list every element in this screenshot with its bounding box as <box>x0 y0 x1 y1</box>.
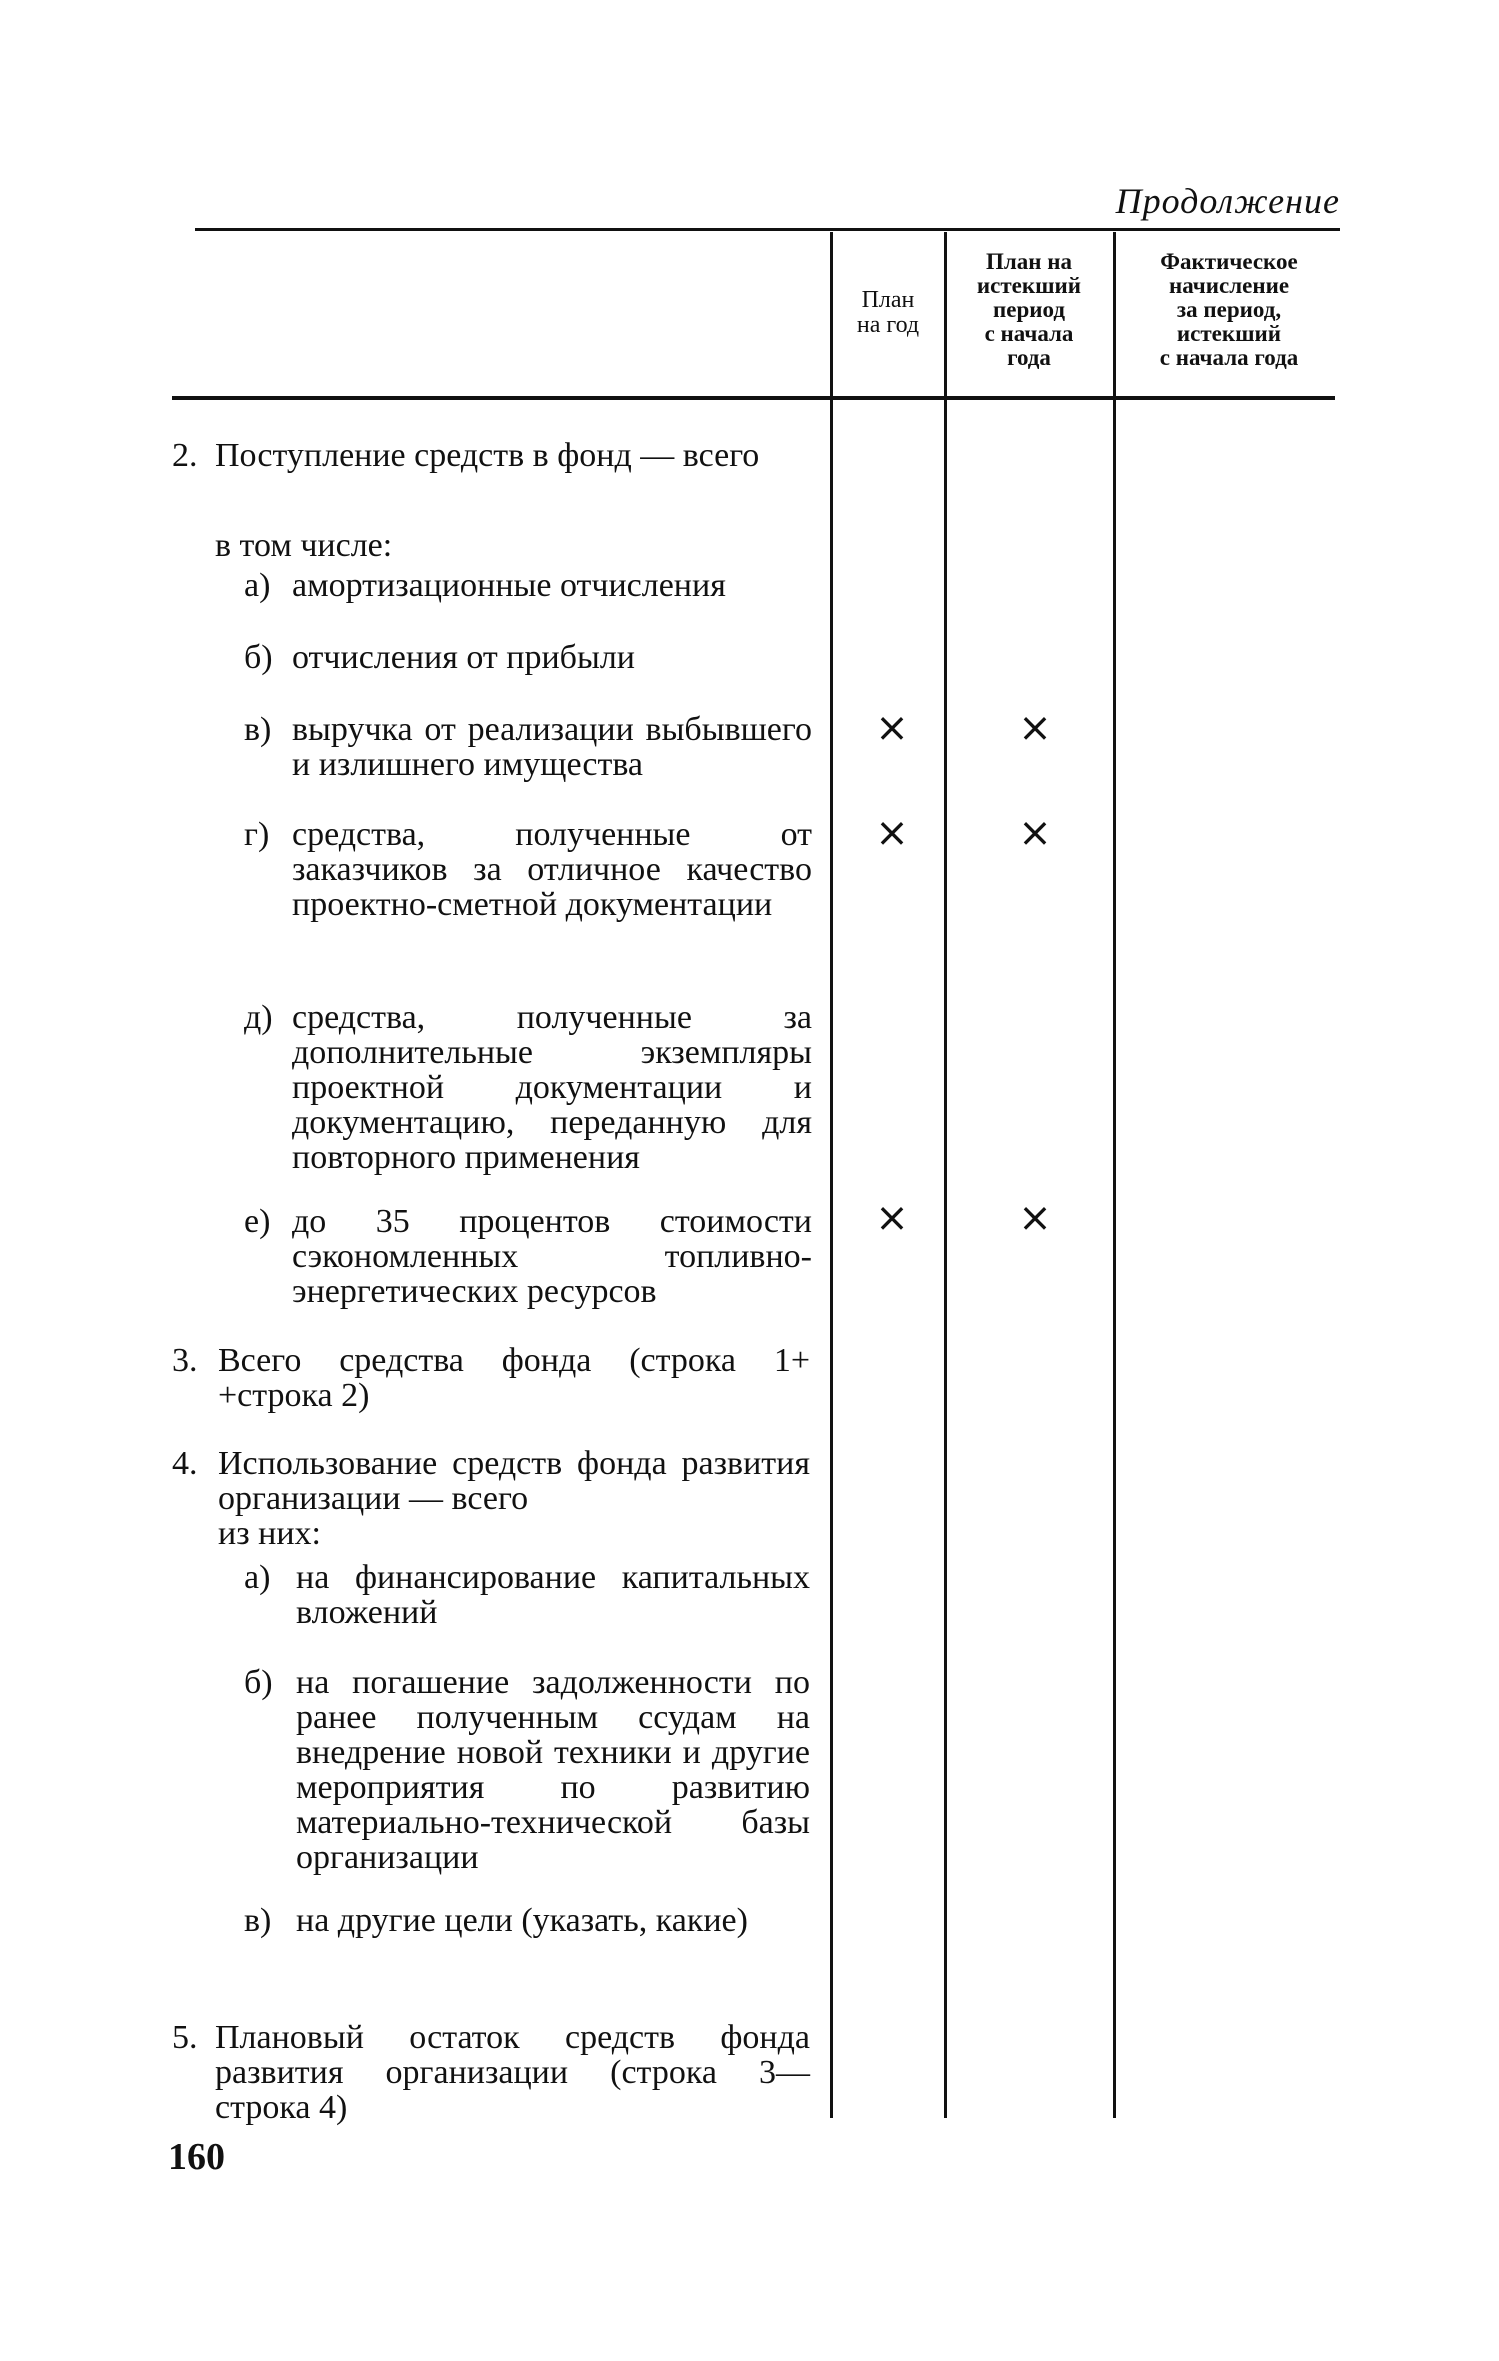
row-5-text: Плановый остаток средств фонда развития организации (строка 3— строка 4) <box>215 2019 810 2126</box>
row-4-text: Использование средств фонда развития организации — всего <box>218 1445 810 1517</box>
row-2f-mark-plan-year: × <box>875 1195 909 1241</box>
column-divider-2 <box>944 232 947 2118</box>
row-3-text: Всего средства фонда (строка 1+ +строка 2) <box>218 1342 810 1414</box>
row-2-text: Поступление средств в фонд — всего <box>215 437 760 474</box>
row-2a-number: а) <box>244 567 271 604</box>
column-header-plan-year: План на год <box>856 287 920 338</box>
row-2d-mark-plan-year: × <box>875 810 909 856</box>
row-2c-text: выручка от реализации выбывшего и излишнего имущества <box>292 711 812 783</box>
row-4b-text: на погашение задолженности по ранее полученным ссудам на внедрение новой техники и другие мероприятия по развитию материально-технической базы организации <box>296 1664 810 1876</box>
row-4a-number: а) <box>244 1559 271 1596</box>
column-header-actual: Фактическое начисление за период, истекший с начала года <box>1159 249 1299 370</box>
row-4b-number: б) <box>244 1664 273 1701</box>
row-4-intro: из них: <box>218 1515 321 1552</box>
row-2e-number: д) <box>244 999 273 1036</box>
column-divider-1 <box>830 232 833 2118</box>
row-2d-number: г) <box>244 816 270 853</box>
row-2b-number: б) <box>244 639 273 676</box>
row-4c-text: на другие цели (указать, какие) <box>296 1902 748 1939</box>
row-2b-text: отчисления от прибыли <box>292 639 635 676</box>
row-3-number: 3. <box>172 1342 198 1379</box>
row-2d-mark-plan-period: × <box>1018 810 1052 856</box>
row-2c-number: в) <box>244 711 272 748</box>
row-5-number: 5. <box>172 2019 198 2056</box>
column-divider-3 <box>1113 232 1116 2118</box>
header-bottom-rule <box>172 396 1335 400</box>
row-2c-mark-plan-year: × <box>875 705 909 751</box>
table-top-rule <box>195 228 1340 231</box>
row-4c-number: в) <box>244 1902 272 1939</box>
continuation-label: Продолжение <box>1115 181 1340 221</box>
row-2-number: 2. <box>172 437 198 474</box>
row-2f-text: до 35 процентов стоимости сэкономленных топливно-энергетических ресурсов <box>292 1203 812 1310</box>
row-2d-text: средства, полученные от заказчиков за отличное качество проектно-сметной документации <box>292 816 812 923</box>
page-number: 160 <box>168 2136 225 2178</box>
row-2c-mark-plan-period: × <box>1018 705 1052 751</box>
column-header-plan-period: План на истекший период с начала года <box>976 249 1082 370</box>
row-2e-text: средства, полученные за дополнительные экземпляры проектной документации и документацию, переданную для повторного применения <box>292 999 812 1176</box>
row-4a-text: на финансирование капитальных вложений <box>296 1559 810 1631</box>
row-2f-mark-plan-period: × <box>1018 1195 1052 1241</box>
row-2a-text: амортизационные отчисления <box>292 567 726 604</box>
row-4-number: 4. <box>172 1445 198 1482</box>
row-2f-number: е) <box>244 1203 271 1240</box>
row-2-intro: в том числе: <box>215 527 393 564</box>
